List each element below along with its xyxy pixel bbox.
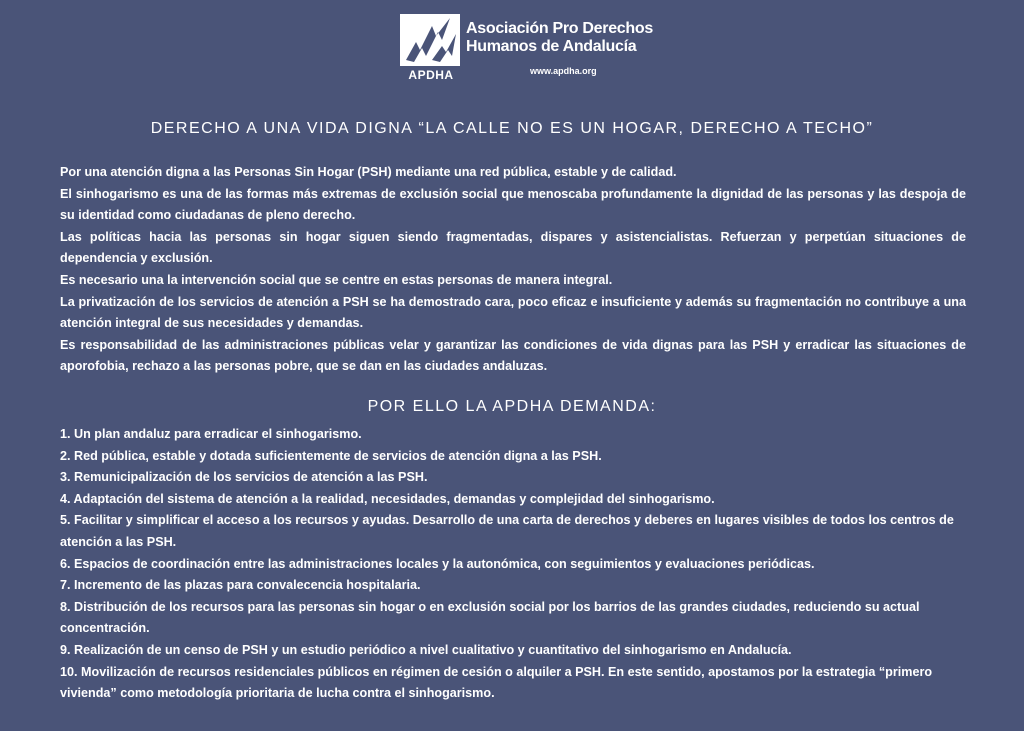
demand-item: 1. Un plan andaluz para erradicar el sinhogarismo. (60, 427, 362, 441)
intro-paragraph: Es responsabilidad de las administraciones públicas velar y garantizar las condiciones de vida dignas para las PSH y erradicar las situaciones de aporofobia, rechazo a las personas pobre, que se dan en las ciudades andaluzas. (60, 337, 966, 374)
intro-paragraph: Por una atención digna a las Personas Sin Hogar (PSH) mediante una red pública, estable y de calidad. (60, 165, 677, 179)
page-title: DERECHO A UNA VIDA DIGNA “LA CALLE NO ES UN HOGAR, DERECHO A TECHO” (150, 120, 874, 137)
demand-item: 7. Incremento de las plazas para convalecencia hospitalaria. (60, 578, 421, 593)
demand-item: 5. Facilitar y simplificar el acceso a los recursos y ayudas. Desarrollo de una carta de derechos y deberes en lugares visibles de todos los centros de atención a las PSH. (60, 513, 954, 549)
demands-list (60, 424, 966, 705)
demand-item: 9. Realización de un censo de PSH y un estudio periódico a nivel cualitativo y cuantitativo del sinhogarismo en Andalucía. (60, 642, 792, 657)
demand-item: 6. Espacios de coordinación entre las administraciones locales y la autonómica, con seguimientos y evaluaciones periódicas. (60, 556, 815, 571)
organization-website: www.apdha.org (530, 66, 597, 76)
organization-name-line1: Asociación Pro Derechos (466, 20, 653, 37)
intro-paragraph: El sinhogarismo es una de las formas más extremas de exclusión social que menoscaba profundamente la dignidad de las personas y las despoja de su identidad como ciudadanas de pleno derecho. (60, 186, 966, 223)
demand-item: 2. Red pública, estable y dotada suficientemente de servicios de atención digna a las PSH. (60, 448, 602, 463)
demand-item: 10. Movilización de recursos residenciales públicos en régimen de cesión o alquiler a PSH. En este sentido, apostamos por la estrategia “primero vivienda” como metodología prioritaria de lucha contra el sinhogarismo. (60, 664, 933, 701)
logo-mark-icon (400, 14, 460, 66)
organization-name (466, 20, 653, 56)
apdha-logo (400, 14, 653, 82)
demand-item: 4. Adaptación del sistema de atención a la realidad, necesidades, demandas y complejidad del sinhogarismo. (60, 491, 715, 506)
intro-text (60, 162, 966, 378)
intro-paragraph: Las políticas hacia las personas sin hogar siguen siendo fragmentadas, dispares y asistencialistas. Refuerzan y perpetúan situaciones de dependencia y exclusión. (60, 229, 966, 266)
demands-heading: POR ELLO LA APDHA DEMANDA: (367, 398, 657, 415)
logo-abbreviation: APDHA (408, 68, 454, 82)
organization-name-line2: Humanos de Andalucía (466, 38, 637, 55)
demand-item: 8. Distribución de los recursos para las personas sin hogar o en exclusión social por los barrios de las grandes ciudades, reduciendo su actual concentración. (60, 599, 920, 636)
intro-paragraph: Es necesario una la intervención social que se centre en estas personas de manera integral. (60, 272, 613, 287)
intro-paragraph: La privatización de los servicios de atención a PSH se ha demostrado cara, poco eficaz e insuficiente y además su fragmentación no contribuye a una atención integral de sus necesidades y demandas. (60, 294, 966, 331)
demand-item: 3. Remunicipalización de los servicios de atención a las PSH. (60, 470, 428, 485)
